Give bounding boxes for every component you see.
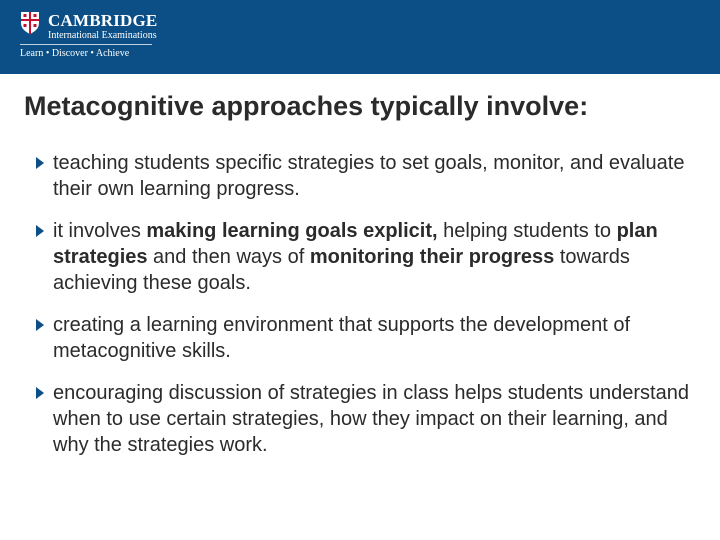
- bullet-item: [36, 218, 706, 296]
- shield-crest-icon: [20, 11, 40, 35]
- triangle-right-icon: [36, 225, 44, 237]
- bullet-text: [53, 152, 684, 200]
- bullet-text-segment: towards achieving these goals.: [53, 246, 630, 294]
- triangle-right-icon: [36, 157, 44, 169]
- brand-name: CAMBRIDGE: [48, 11, 158, 30]
- brand-subtitle: International Examinations: [48, 30, 157, 41]
- bullet-text: [53, 314, 630, 362]
- bullet-text: [53, 382, 689, 456]
- triangle-right-icon: [36, 387, 44, 399]
- bullet-item: [36, 150, 706, 202]
- bullet-text-bold: making learning goals explicit,: [146, 220, 438, 242]
- bullet-text-bold: monitoring their progress: [309, 246, 555, 268]
- bullet-text-bold: plan strategies: [53, 220, 658, 268]
- triangle-right-icon: [36, 319, 44, 331]
- bullet-item: [36, 380, 706, 458]
- bullet-text-segment: encouraging discussion of strategies in class helps students understand when to use certain strategies, how they impact on their learning, and why the strategies work.: [53, 382, 689, 456]
- logo-divider: [20, 44, 152, 45]
- bullet-text: [53, 220, 658, 294]
- bullet-text-segment: teaching students specific strategies to set goals, monitor, and evaluate their own learning progress.: [53, 152, 685, 200]
- bullet-text-segment: it involves: [53, 220, 147, 242]
- bullet-text-segment: and then ways of: [147, 246, 310, 268]
- bullet-list: [36, 150, 706, 474]
- bullet-text-segment: helping students to: [437, 220, 617, 242]
- brand-tagline: Learn • Discover • Achieve: [20, 48, 130, 59]
- header-band: [0, 0, 720, 74]
- bullet-text-segment: creating a learning environment that supports the development of metacognitive skills.: [53, 314, 631, 362]
- bullet-item: [36, 312, 706, 364]
- slide-title: Metacognitive approaches typically involve:: [24, 91, 589, 121]
- cambridge-logo: [20, 11, 160, 63]
